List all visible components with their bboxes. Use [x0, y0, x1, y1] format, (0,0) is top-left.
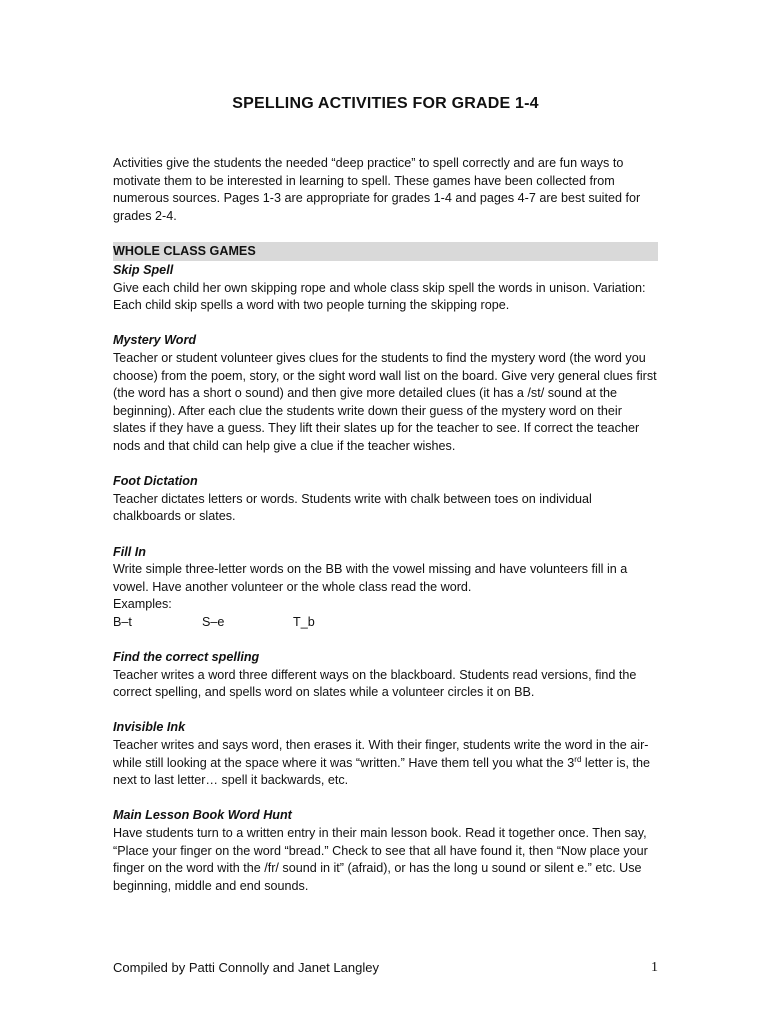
activity-find-correct-spelling: [113, 649, 658, 702]
activity-title: Find the correct spelling: [113, 650, 260, 665]
examples-label: Examples:: [113, 597, 172, 612]
example-item: S–e: [202, 614, 225, 629]
activity-body: Write simple three-letter words on the BB with the vowel missing and have volunteers fill in a vowel. Have another volunteer or the whole class read the word.: [113, 562, 628, 594]
activity-foot-dictation: [113, 473, 658, 526]
page-number: 1: [651, 960, 658, 975]
example-item: T_b: [293, 614, 315, 629]
activity-mystery-word: [113, 332, 658, 455]
activity-body: Teacher dictates letters or words. Students write with chalk between toes on individual chalkboards or slates.: [113, 491, 592, 524]
page-title: SPELLING ACTIVITIES FOR GRADE 1-4: [232, 95, 539, 112]
activity-title: Skip Spell: [113, 263, 174, 277]
activity-title: Main Lesson Book Word Hunt: [113, 808, 292, 823]
activity-body: Teacher writes and says word, then erases it. With their finger, students write the word in the air-while still looking at the space where it was “written.” Have them tell you what the 3rd letter is, the next to last letter… spell it backwards, etc.: [113, 738, 651, 788]
activity-invisible-ink: [113, 719, 658, 789]
activity-title: Mystery Word: [113, 333, 197, 348]
activity-body: Teacher writes a word three different ways on the blackboard. Students read versions, find the correct spelling, and spells word on slates while a volunteer circles it on BB.: [113, 667, 637, 700]
activity-title: Fill In: [113, 544, 146, 559]
intro-paragraph: Activities give the students the needed “deep practice” to spell correctly and are fun ways to motivate them to be interested in learning to spell. These games have been collected from numerous sources. Pages 1-3 are appropriate for grades 1-4 and pages 4-7 are best suited for grades 2-4.: [113, 156, 641, 223]
footer-credit: Compiled by Patti Connolly and Janet Langley: [113, 960, 379, 975]
activities-list: [113, 262, 658, 913]
activity-skip-spell: [113, 262, 658, 315]
page-footer: [113, 960, 658, 975]
section-heading: WHOLE CLASS GAMES: [113, 242, 658, 261]
activity-body: Give each child her own skipping rope and whole class skip spell the words in unison. Variation: Each child skip spells a word with two people turning the skipping rope.: [113, 280, 646, 313]
examples-row: [113, 614, 658, 632]
activity-title: Invisible Ink: [113, 720, 186, 735]
activity-body: Have students turn to a written entry in their main lesson book. Read it together once. Then say, “Place your finger on the word “bread.” Check to see that all have found it, then “Now place your finger on the word with the /fr/ sound in it” (afraid), or has the long u sound or silent e.” etc. Use beginning, middle and end sounds.: [113, 826, 648, 893]
activity-fill-in: [113, 544, 658, 632]
activity-title: Foot Dictation: [113, 474, 198, 489]
activity-body: Teacher or student volunteer gives clues for the students to find the mystery word (the word you choose) from the poem, story, or the sight word wall list on the board. Give very general clues first (the word has a short o sound) and then give more detailed clues (it has a /st/ sound at the beginning). After each clue the students write down their guess of the mystery word on their slates if they have a guess. They lift their slates up for the teacher to see. If correct the teacher nods and that child can help give a clue if the teacher wishes.: [113, 350, 657, 453]
example-item: B–t: [113, 614, 132, 629]
ordinal-superscript: rd: [574, 754, 582, 764]
activity-word-hunt: [113, 807, 658, 895]
